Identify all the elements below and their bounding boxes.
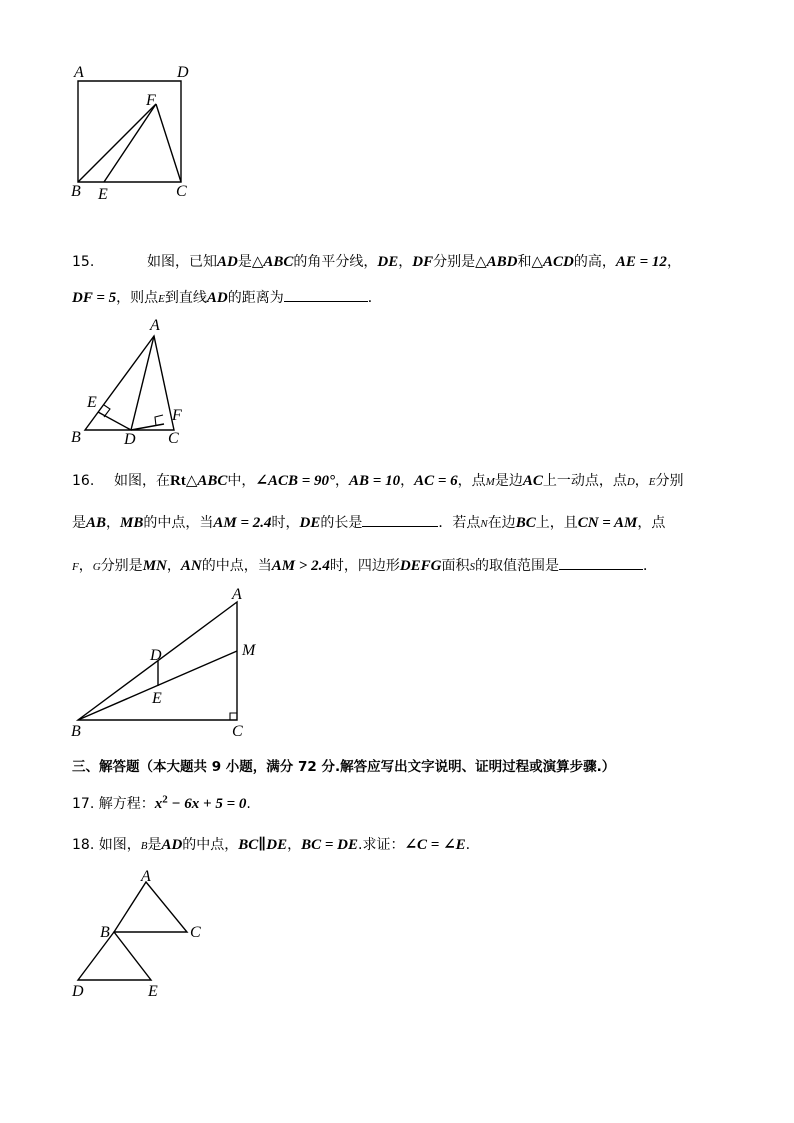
q15-math: △ABC: [251, 254, 294, 270]
label-c: C: [176, 183, 187, 200]
q16-text: ，点: [637, 515, 666, 531]
q17-text: 解方程：: [98, 796, 155, 812]
q15-text: ，则点: [116, 290, 159, 306]
q15-math: AE = 12: [615, 254, 667, 270]
q18-line: [72, 834, 470, 854]
q16-text: 中，: [227, 473, 256, 489]
q16-math: BC: [515, 515, 536, 531]
q16-text: ，: [400, 473, 415, 489]
q16-text: 是: [72, 515, 86, 531]
label-f: F: [172, 407, 182, 424]
q16-math: AC: [522, 473, 543, 489]
label-a: A: [141, 868, 151, 885]
label-c: C: [232, 723, 243, 740]
q16-var: S: [469, 561, 476, 573]
label-c: C: [190, 924, 201, 941]
q15-text: 的高，: [573, 254, 616, 270]
label-d: D: [124, 431, 136, 448]
q18-text: .: [465, 837, 471, 853]
q16-text: 如图，在: [114, 473, 170, 489]
q16-var: D: [626, 476, 635, 488]
label-e: E: [148, 983, 158, 1000]
segment-de: [98, 412, 131, 430]
q16-text: 的中点，当: [143, 515, 214, 531]
q15-text: ，: [398, 254, 413, 270]
q16-math: ∠ACB = 90°: [255, 473, 336, 489]
q15-text: 如图，已知: [147, 254, 217, 270]
q16-text: 的取值范围是: [475, 558, 560, 574]
q17-line: [72, 793, 251, 813]
section-3-title: 三、解答题（本大题共 9 小题，满分 72 分.解答应写出文字说明、证明过程或演算步骤.）: [72, 759, 616, 775]
q16-line-1: [72, 470, 684, 490]
q16-text: 的长是: [320, 515, 363, 531]
q16-line-2: [72, 512, 665, 532]
q16-text: 分别是: [100, 558, 143, 574]
q16-text: ，: [106, 515, 121, 531]
q17-exponent: 2: [162, 793, 168, 806]
q16-text: 是边: [494, 473, 523, 489]
q16-math: CN = AM: [577, 515, 638, 531]
q17-number: 17.: [72, 796, 95, 812]
label-c: C: [168, 430, 179, 447]
q16-answer-blank-2[interactable]: [559, 557, 643, 570]
q15-var: E: [158, 293, 165, 305]
label-a: A: [232, 586, 242, 603]
q16-math: AM = 2.4: [213, 515, 272, 531]
q16-text: 上一动点，点: [542, 473, 627, 489]
q16-text: 时，: [271, 515, 300, 531]
q15-text: ，: [666, 254, 681, 270]
q15-math: DF: [412, 254, 434, 270]
q18-text: 的中点，: [182, 837, 239, 853]
q16-text: 在边: [487, 515, 516, 531]
q16-text: 分别: [655, 473, 684, 489]
q18-var: B: [140, 840, 148, 852]
label-a: A: [150, 317, 160, 334]
q15-math: DF = 5: [72, 290, 117, 306]
q16-text: ，: [166, 558, 181, 574]
q16-answer-blank-1[interactable]: [362, 514, 438, 527]
triangle-abc: [114, 882, 187, 932]
q16-math: AB: [86, 515, 107, 531]
q16-text: ．: [643, 558, 658, 574]
label-b: B: [71, 723, 81, 740]
label-e: E: [87, 394, 97, 411]
segment-df: [131, 424, 164, 430]
label-d: D: [150, 647, 162, 664]
q15-math: AD: [217, 254, 238, 270]
segment-fc: [156, 104, 181, 182]
q15-text: 和: [517, 254, 532, 270]
label-e: E: [152, 690, 162, 707]
q16-var: M: [485, 476, 495, 488]
q18-math: BC = DE: [301, 837, 358, 853]
label-e: E: [98, 186, 108, 203]
q16-text: 的中点，当: [201, 558, 272, 574]
q17-math: x: [154, 796, 163, 812]
figure-q15: [66, 314, 196, 449]
label-f: F: [146, 92, 156, 109]
q18-text: .求证：: [358, 837, 405, 853]
q16-math: AC = 6: [414, 473, 458, 489]
q15-text: 到直线: [164, 290, 207, 306]
label-d: D: [177, 64, 189, 81]
label-b: B: [71, 183, 81, 200]
q16-text: ，: [634, 473, 649, 489]
q15-text: 的距离为: [227, 290, 284, 306]
q16-math: MB: [120, 515, 144, 531]
q16-var: F: [72, 561, 79, 573]
q16-var: G: [92, 561, 101, 573]
q15-text: ．: [367, 290, 382, 306]
q16-text: 上，且: [535, 515, 578, 531]
q15-math: DE: [377, 254, 399, 270]
q16-text: 时，四边形: [329, 558, 400, 574]
q15-line-1: [72, 251, 681, 271]
q16-math: AB = 10: [349, 473, 401, 489]
q15-text: 的角平分线，: [293, 254, 378, 270]
q16-text: 面积: [441, 558, 470, 574]
q15-text: 是: [237, 254, 252, 270]
q15-number: 15.: [72, 254, 95, 270]
figure-q14: [66, 60, 206, 210]
q15-math: AD: [206, 290, 228, 306]
figure-q16: [66, 586, 266, 741]
segment-bf: [78, 104, 156, 182]
q16-text: ，: [335, 473, 350, 489]
q17-text: .: [246, 796, 251, 812]
q15-text: 分别是: [433, 254, 476, 270]
triangle-bde: [78, 932, 151, 980]
q16-math: DE: [299, 515, 321, 531]
q18-math: ∠C = ∠E: [404, 837, 466, 853]
q16-number: 16.: [72, 473, 95, 489]
q18-math: BC∥DE: [238, 837, 288, 853]
q16-math: DEFG: [399, 558, 442, 574]
q18-number: 18.: [72, 837, 95, 853]
q16-var: E: [648, 476, 656, 488]
q17-math: − 6x + 5 = 0: [167, 796, 247, 812]
q15-line-2: [72, 287, 382, 307]
q18-text: 是: [147, 837, 162, 853]
q18-text: ，: [287, 837, 302, 853]
q16-math: △ABC: [185, 473, 228, 489]
label-d: D: [72, 983, 84, 1000]
q16-text: ，点: [457, 473, 486, 489]
figure-q18: [66, 862, 216, 1002]
q16-math: AM > 2.4: [271, 558, 330, 574]
q15-answer-blank[interactable]: [284, 289, 368, 302]
q16-text: ，: [78, 558, 93, 574]
q16-var: N: [480, 518, 488, 530]
label-m: M: [242, 642, 256, 659]
segment-ef: [104, 104, 156, 182]
q16-math: MN: [142, 558, 167, 574]
segment-ad: [131, 336, 154, 430]
q15-math: △ABD: [475, 254, 518, 270]
q15-math: △ACD: [531, 254, 574, 270]
q16-math: AN: [180, 558, 202, 574]
q16-text: ．若点: [438, 515, 481, 531]
q18-math: AD: [161, 837, 183, 853]
right-angle-e: [104, 405, 110, 417]
label-b: B: [71, 429, 81, 446]
q18-text: 如图，: [98, 837, 141, 853]
label-a: A: [74, 64, 84, 81]
label-b: B: [100, 924, 110, 941]
q16-line-3: [72, 555, 657, 575]
q16-math: Rt: [170, 473, 186, 489]
right-angle-c: [230, 713, 237, 720]
